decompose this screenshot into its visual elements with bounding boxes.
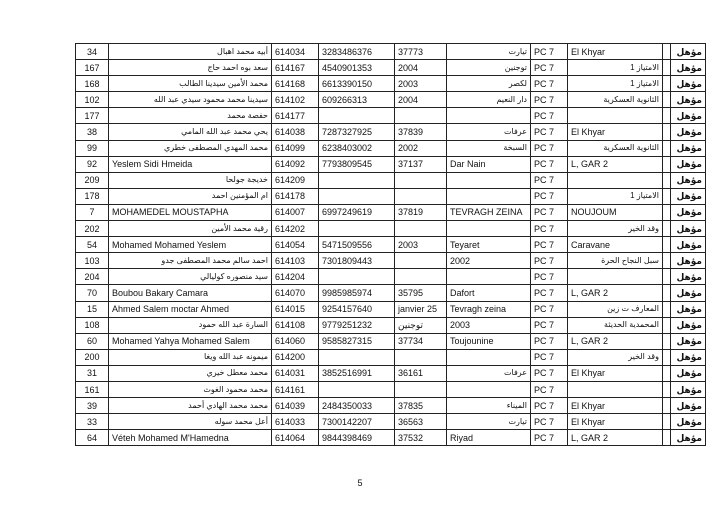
table-row (76, 381, 706, 397)
candidate-code: 614033 (272, 414, 319, 430)
candidate-name: محمد محمد الهادي أحمد (109, 398, 272, 414)
row-number: 39 (76, 398, 109, 414)
candidate-code: 614103 (272, 253, 319, 269)
candidate-name: Mohamed Yahya Mohamed Salem (109, 333, 272, 349)
decision-status: مؤهل (671, 188, 706, 204)
blank-cell (663, 140, 671, 156)
decision-status: مؤهل (671, 108, 706, 124)
school-center (568, 269, 663, 285)
birth-date: janvier 25 (395, 301, 447, 317)
row-number: 177 (76, 108, 109, 124)
birth-date: 2004 (395, 92, 447, 108)
birth-date (395, 108, 447, 124)
series-code: PC 7 (531, 317, 568, 333)
candidate-nni: 609266313 (319, 92, 395, 108)
candidate-nni (319, 221, 395, 237)
candidate-name: السارة عبد الله حمود (109, 317, 272, 333)
decision-status: مؤهل (671, 92, 706, 108)
table-row (76, 124, 706, 140)
birth-place: السبخة (447, 140, 531, 156)
blank-cell (663, 188, 671, 204)
decision-status: مؤهل (671, 221, 706, 237)
birth-place: تيارت (447, 414, 531, 430)
table-row (76, 108, 706, 124)
birth-date: 36161 (395, 365, 447, 381)
decision-status: مؤهل (671, 60, 706, 76)
birth-place: تيارت (447, 44, 531, 60)
candidate-nni (319, 108, 395, 124)
birth-place: توجنين (447, 60, 531, 76)
candidate-code: 614064 (272, 430, 319, 446)
school-center: El Khyar (568, 124, 663, 140)
candidate-nni: 6238403002 (319, 140, 395, 156)
blank-cell (663, 398, 671, 414)
series-code: PC 7 (531, 398, 568, 414)
birth-date (395, 349, 447, 365)
candidate-code: 614168 (272, 76, 319, 92)
series-code: PC 7 (531, 172, 568, 188)
candidate-nni: 3852516991 (319, 365, 395, 381)
table-row (76, 398, 706, 414)
table-row (76, 140, 706, 156)
row-number: 103 (76, 253, 109, 269)
school-center: وقد الخير (568, 349, 663, 365)
blank-cell (663, 333, 671, 349)
results-table-body (76, 44, 706, 446)
school-center: NOUJOUM (568, 204, 663, 220)
series-code: PC 7 (531, 156, 568, 172)
birth-date (395, 172, 447, 188)
candidate-nni (319, 172, 395, 188)
candidate-code: 614054 (272, 237, 319, 253)
series-code: PC 7 (531, 76, 568, 92)
row-number: 102 (76, 92, 109, 108)
birth-date: 37532 (395, 430, 447, 446)
row-number: 178 (76, 188, 109, 204)
row-number: 15 (76, 301, 109, 317)
decision-status: مؤهل (671, 365, 706, 381)
row-number: 161 (76, 381, 109, 397)
candidate-nni: 9254157640 (319, 301, 395, 317)
series-code: PC 7 (531, 365, 568, 381)
school-center: الثانوية العسكرية (568, 92, 663, 108)
table-row (76, 414, 706, 430)
decision-status: مؤهل (671, 140, 706, 156)
school-center: الامتياز 1 (568, 188, 663, 204)
decision-status: مؤهل (671, 237, 706, 253)
series-code: PC 7 (531, 204, 568, 220)
decision-status: مؤهل (671, 414, 706, 430)
candidate-code: 614038 (272, 124, 319, 140)
candidate-nni: 7793809545 (319, 156, 395, 172)
candidate-nni: 6997249619 (319, 204, 395, 220)
table-row (76, 317, 706, 333)
blank-cell (663, 124, 671, 140)
birth-place: الميناء (447, 398, 531, 414)
series-code: PC 7 (531, 108, 568, 124)
table-row (76, 349, 706, 365)
row-number: 209 (76, 172, 109, 188)
table-row (76, 60, 706, 76)
school-center: المعارف ت زين (568, 301, 663, 317)
table-row (76, 285, 706, 301)
candidate-nni: 9779251232 (319, 317, 395, 333)
blank-cell (663, 221, 671, 237)
birth-date: 37839 (395, 124, 447, 140)
series-code: PC 7 (531, 237, 568, 253)
row-number: 70 (76, 285, 109, 301)
row-number: 202 (76, 221, 109, 237)
birth-place (447, 381, 531, 397)
candidate-nni (319, 188, 395, 204)
birth-date: 2004 (395, 60, 447, 76)
birth-place (447, 108, 531, 124)
table-row (76, 172, 706, 188)
candidate-nni: 7301809443 (319, 253, 395, 269)
blank-cell (663, 108, 671, 124)
birth-place: Toujounine (447, 333, 531, 349)
birth-date: 37734 (395, 333, 447, 349)
table-row (76, 365, 706, 381)
birth-date: 2002 (395, 140, 447, 156)
birth-place: Teyaret (447, 237, 531, 253)
blank-cell (663, 92, 671, 108)
blank-cell (663, 317, 671, 333)
candidate-nni (319, 269, 395, 285)
school-center (568, 108, 663, 124)
blank-cell (663, 269, 671, 285)
series-code: PC 7 (531, 414, 568, 430)
candidate-code: 614202 (272, 221, 319, 237)
blank-cell (663, 172, 671, 188)
table-row (76, 156, 706, 172)
birth-date: 37835 (395, 398, 447, 414)
series-code: PC 7 (531, 430, 568, 446)
birth-date (395, 221, 447, 237)
blank-cell (663, 204, 671, 220)
school-center (568, 381, 663, 397)
birth-place: 2002 (447, 253, 531, 269)
row-number: 60 (76, 333, 109, 349)
school-center: El Khyar (568, 414, 663, 430)
series-code: PC 7 (531, 221, 568, 237)
row-number: 99 (76, 140, 109, 156)
candidate-name: MOHAMEDEL MOUSTAPHA (109, 204, 272, 220)
decision-status: مؤهل (671, 349, 706, 365)
series-code: PC 7 (531, 381, 568, 397)
candidate-name: ميمونه عبد الله ويغا (109, 349, 272, 365)
decision-status: مؤهل (671, 156, 706, 172)
school-center: El Khyar (568, 398, 663, 414)
decision-status: مؤهل (671, 285, 706, 301)
decision-status: مؤهل (671, 44, 706, 60)
row-number: 167 (76, 60, 109, 76)
school-center: Caravane (568, 237, 663, 253)
candidate-nni: 5471509556 (319, 237, 395, 253)
decision-status: مؤهل (671, 269, 706, 285)
birth-place: Dafort (447, 285, 531, 301)
candidate-name: أبيه محمد اهبال (109, 44, 272, 60)
table-row (76, 44, 706, 60)
row-number: 31 (76, 365, 109, 381)
candidate-code: 614161 (272, 381, 319, 397)
school-center: المحمدية الحديثة (568, 317, 663, 333)
table-row (76, 430, 706, 446)
row-number: 7 (76, 204, 109, 220)
candidate-nni: 2484350033 (319, 398, 395, 414)
candidate-name: Boubou Bakary Camara (109, 285, 272, 301)
candidate-nni: 4540901353 (319, 60, 395, 76)
candidate-code: 614178 (272, 188, 319, 204)
candidate-name: سيد منصوره كوليالي (109, 269, 272, 285)
decision-status: مؤهل (671, 398, 706, 414)
row-number: 108 (76, 317, 109, 333)
school-center (568, 172, 663, 188)
candidate-name: ام المؤمنين احمد (109, 188, 272, 204)
birth-place: Tevragh zeina (447, 301, 531, 317)
results-table (75, 43, 706, 446)
blank-cell (663, 301, 671, 317)
candidate-code: 614060 (272, 333, 319, 349)
school-center: الامتياز 1 (568, 76, 663, 92)
row-number: 204 (76, 269, 109, 285)
table-row (76, 269, 706, 285)
candidate-code: 614099 (272, 140, 319, 156)
table-row (76, 221, 706, 237)
birth-date: توجنين (395, 317, 447, 333)
row-number: 200 (76, 349, 109, 365)
birth-place: 2003 (447, 317, 531, 333)
candidate-code: 614102 (272, 92, 319, 108)
series-code: PC 7 (531, 333, 568, 349)
candidate-code: 614177 (272, 108, 319, 124)
table-row (76, 76, 706, 92)
blank-cell (663, 285, 671, 301)
blank-cell (663, 253, 671, 269)
decision-status: مؤهل (671, 204, 706, 220)
candidate-code: 614039 (272, 398, 319, 414)
school-center: El Khyar (568, 44, 663, 60)
table-row (76, 253, 706, 269)
blank-cell (663, 381, 671, 397)
row-number: 38 (76, 124, 109, 140)
candidate-nni: 9985985974 (319, 285, 395, 301)
row-number: 34 (76, 44, 109, 60)
decision-status: مؤهل (671, 253, 706, 269)
school-center: L, GAR 2 (568, 333, 663, 349)
table-row (76, 237, 706, 253)
school-center: L, GAR 2 (568, 285, 663, 301)
candidate-name: يحي محمد عبد الله المامي (109, 124, 272, 140)
candidate-name: رقية محمد الأمين (109, 221, 272, 237)
birth-place (447, 188, 531, 204)
candidate-name: محمد المهدي المصطفى خطري (109, 140, 272, 156)
series-code: PC 7 (531, 124, 568, 140)
birth-place: لكصر (447, 76, 531, 92)
candidate-nni: 9844398469 (319, 430, 395, 446)
decision-status: مؤهل (671, 317, 706, 333)
school-center: L, GAR 2 (568, 430, 663, 446)
birth-place (447, 349, 531, 365)
birth-place (447, 269, 531, 285)
candidate-code: 614007 (272, 204, 319, 220)
series-code: PC 7 (531, 349, 568, 365)
decision-status: مؤهل (671, 76, 706, 92)
table-row (76, 333, 706, 349)
decision-status: مؤهل (671, 333, 706, 349)
table-row (76, 92, 706, 108)
series-code: PC 7 (531, 44, 568, 60)
blank-cell (663, 349, 671, 365)
candidate-name: محمد معطل خيري (109, 365, 272, 381)
series-code: PC 7 (531, 285, 568, 301)
blank-cell (663, 237, 671, 253)
candidate-name: سعد بوه احمد حاج (109, 60, 272, 76)
candidate-nni: 9585827315 (319, 333, 395, 349)
candidate-nni: 7287327925 (319, 124, 395, 140)
candidate-nni: 6613390150 (319, 76, 395, 92)
candidate-code: 614034 (272, 44, 319, 60)
candidate-code: 614092 (272, 156, 319, 172)
decision-status: مؤهل (671, 301, 706, 317)
candidate-code: 614070 (272, 285, 319, 301)
blank-cell (663, 44, 671, 60)
decision-status: مؤهل (671, 124, 706, 140)
page-number: 5 (357, 478, 363, 488)
birth-place (447, 172, 531, 188)
candidate-code: 614108 (272, 317, 319, 333)
birth-place: عرفات (447, 365, 531, 381)
school-center: سبل النجاح الحرة (568, 253, 663, 269)
candidate-code: 614167 (272, 60, 319, 76)
table-row (76, 204, 706, 220)
birth-date (395, 381, 447, 397)
blank-cell (663, 60, 671, 76)
blank-cell (663, 365, 671, 381)
series-code: PC 7 (531, 92, 568, 108)
birth-date (395, 269, 447, 285)
birth-date: 2003 (395, 76, 447, 92)
blank-cell (663, 156, 671, 172)
decision-status: مؤهل (671, 172, 706, 188)
blank-cell (663, 430, 671, 446)
row-number: 168 (76, 76, 109, 92)
series-code: PC 7 (531, 253, 568, 269)
birth-date: 35795 (395, 285, 447, 301)
candidate-name: سيدينا محمد محمود سيدي عبد الله (109, 92, 272, 108)
candidate-name: حفصة محمد (109, 108, 272, 124)
birth-date: 37773 (395, 44, 447, 60)
school-center: الثانوية العسكرية (568, 140, 663, 156)
series-code: PC 7 (531, 140, 568, 156)
candidate-name: Véteh Mohamed M'Hamedna (109, 430, 272, 446)
row-number: 64 (76, 430, 109, 446)
candidate-code: 614204 (272, 269, 319, 285)
birth-date: 37137 (395, 156, 447, 172)
table-row (76, 188, 706, 204)
table-row (76, 301, 706, 317)
birth-date: 37819 (395, 204, 447, 220)
candidate-name: محمد محمود الغوث (109, 381, 272, 397)
blank-cell (663, 414, 671, 430)
birth-date: 2003 (395, 237, 447, 253)
candidate-nni: 7300142207 (319, 414, 395, 430)
candidate-name: Ahmed Salem moctar Ahmed (109, 301, 272, 317)
row-number: 54 (76, 237, 109, 253)
decision-status: مؤهل (671, 430, 706, 446)
series-code: PC 7 (531, 269, 568, 285)
school-center: الامتياز 1 (568, 60, 663, 76)
candidate-name: Mohamed Mohamed Yeslem (109, 237, 272, 253)
birth-place: Riyad (447, 430, 531, 446)
candidate-name: خديجة جولحا (109, 172, 272, 188)
candidate-code: 614031 (272, 365, 319, 381)
candidate-code: 614200 (272, 349, 319, 365)
candidate-nni: 3283486376 (319, 44, 395, 60)
birth-place: TEVRAGH ZEINA (447, 204, 531, 220)
row-number: 33 (76, 414, 109, 430)
school-center: وقد الخير (568, 221, 663, 237)
candidate-name: أعل محمد سوله (109, 414, 272, 430)
birth-date (395, 253, 447, 269)
series-code: PC 7 (531, 301, 568, 317)
school-center: L, GAR 2 (568, 156, 663, 172)
birth-date: 36563 (395, 414, 447, 430)
school-center: El Khyar (568, 365, 663, 381)
candidate-name: محمد الأمين سيدينا الطالب (109, 76, 272, 92)
birth-place: Dar Nain (447, 156, 531, 172)
candidate-nni (319, 381, 395, 397)
candidate-code: 614015 (272, 301, 319, 317)
birth-place: عرفات (447, 124, 531, 140)
candidate-code: 614209 (272, 172, 319, 188)
series-code: PC 7 (531, 60, 568, 76)
birth-place: دار النعيم (447, 92, 531, 108)
row-number: 92 (76, 156, 109, 172)
candidate-name: Yeslem Sidi Hmeida (109, 156, 272, 172)
birth-date (395, 188, 447, 204)
birth-place (447, 221, 531, 237)
candidate-nni (319, 349, 395, 365)
decision-status: مؤهل (671, 381, 706, 397)
blank-cell (663, 76, 671, 92)
series-code: PC 7 (531, 188, 568, 204)
candidate-name: احمد سالم محمد المصطفى جدو (109, 253, 272, 269)
